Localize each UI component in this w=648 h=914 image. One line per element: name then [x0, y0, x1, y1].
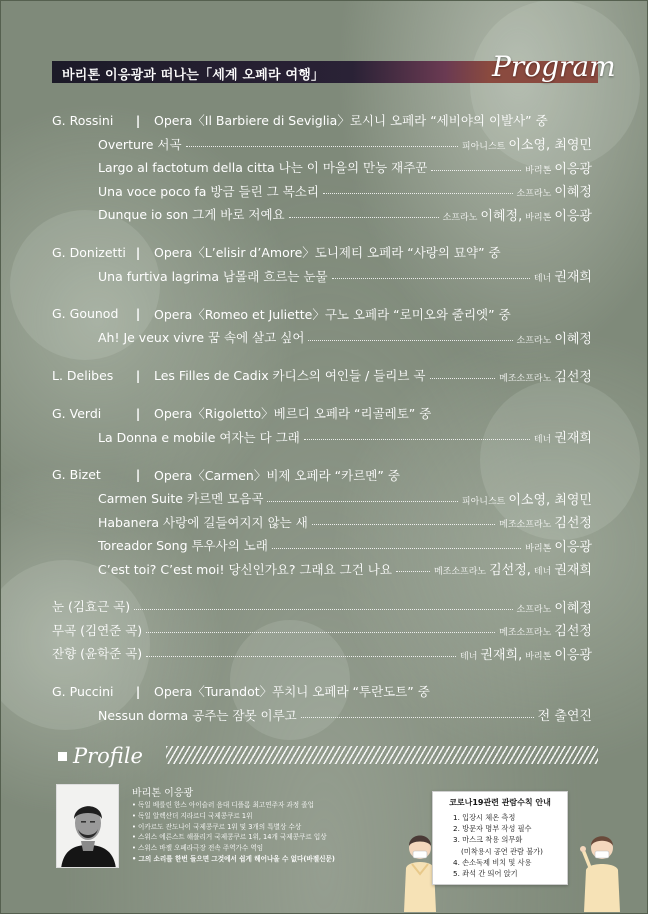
profile-name: 바리톤 이응광 [132, 788, 194, 799]
performer-name: 권재희, [480, 647, 523, 663]
dot-leader [186, 146, 458, 147]
performer-name: 김선정 [554, 516, 592, 532]
performer-role: 소프라노 [516, 189, 552, 200]
performers [517, 597, 592, 616]
performers [517, 328, 592, 347]
composer-row [52, 108, 592, 132]
piece-title: Dunque io son 그게 바로 저예요 [98, 207, 285, 223]
piece-title: Toreador Song 투우사의 노래 [98, 538, 268, 554]
bio-item: • 스위스 바젤 오페라극장 전속 주역가수 역임 [132, 843, 335, 854]
performer-name: 김선정, [489, 563, 531, 579]
dot-leader [272, 548, 521, 549]
performer-name: 이혜정, [480, 208, 523, 224]
program-script-title: Program [492, 50, 616, 83]
spacer [52, 226, 592, 240]
performers [499, 620, 592, 639]
composer-row [52, 401, 592, 425]
separator-bar: | [135, 306, 141, 321]
piece-title: Carmen Suite 카르멘 모음곡 [98, 491, 264, 507]
square-bullet-icon [58, 752, 67, 761]
performer-role: 소프라노 [516, 604, 552, 615]
program-item [52, 703, 592, 727]
piece-title: Overture 서곡 [98, 136, 182, 152]
composer-name: G. Puccini [52, 683, 114, 699]
composer-name: G. Verdi [52, 405, 102, 421]
composer-row [52, 363, 592, 387]
program-item [52, 642, 592, 666]
performer-role: 소프라노 [516, 335, 552, 346]
program-item [52, 534, 592, 558]
opera-title: Opera〈Turandot〉푸치니 오페라 “투란도트” 중 [154, 684, 430, 699]
performers [534, 266, 592, 285]
performer-name: 권재희 [554, 270, 592, 286]
separator-bar: | [135, 683, 141, 699]
performer-name: 권재희 [554, 563, 592, 579]
performer-name: 이혜정 [554, 600, 592, 616]
spacer [52, 387, 592, 401]
bio-item: • 독일 알렉산더 지라르디 국제콩쿠르 1위 [132, 811, 335, 822]
opera-title: Opera〈Il Barbiere di Seviglia〉로시니 오페라 “세비야의 이발사” 중 [154, 113, 548, 128]
composer-row [52, 679, 592, 703]
performer-name: 김선정 [554, 624, 592, 640]
page-title: 바리톤 이응광과 떠나는「세계 오페라 여행」 [62, 68, 325, 83]
dot-leader [301, 717, 534, 718]
performer-name: 이소영, 최영민 [508, 492, 592, 508]
profile-header [58, 744, 143, 768]
separator-bar: | [135, 367, 141, 383]
composer-row [52, 240, 592, 264]
spacer [52, 288, 592, 302]
program-item [148, 363, 592, 387]
composer-name: G. Rossini [52, 112, 114, 128]
performer-name: 이응광 [554, 161, 592, 177]
spacer [52, 449, 592, 463]
piece-title: Ah! Je veux vivre 꿈 속에 살고 싶어 [98, 330, 305, 346]
opera-title: Opera〈Rigoletto〉베르디 오페라 “리골레토” 중 [154, 406, 432, 421]
opera-title: Opera〈Romeo et Juliette〉구노 오페라 “로미오와 줄리엣” 중 [154, 306, 511, 322]
composer-name: G. Donizetti [52, 244, 126, 260]
performer-name: 이응광 [554, 539, 592, 555]
performers [499, 366, 592, 385]
performer-role: 소프라노 [442, 212, 478, 223]
program-item [52, 487, 592, 511]
performer-role: 테너 [460, 651, 478, 662]
separator-bar: | [135, 112, 141, 128]
program-item [52, 326, 592, 350]
dot-leader [323, 193, 513, 194]
composer-row [52, 463, 592, 487]
performers [434, 559, 592, 578]
bio-item: • 스위스 에른스트 해플리거 국제콩쿠르 1위, 14개 국제콩쿠르 입상 [132, 832, 335, 843]
baritone-portrait [56, 784, 119, 868]
profile-stripes [166, 746, 598, 764]
performers [462, 134, 592, 153]
performer-name: 이혜정 [554, 331, 592, 347]
dot-leader [430, 378, 496, 379]
performer-name: 이응광 [554, 208, 592, 224]
performer-role: 메조소프라노 [499, 520, 552, 531]
bio-item: • 독일 베를린 한스 아이슬러 음대 디플롬 최고연주자 과정 졸업 [132, 800, 335, 811]
program-item [52, 264, 592, 288]
performer-role: 바리톤 [525, 165, 552, 176]
dot-leader [146, 632, 495, 633]
program-item [52, 156, 592, 180]
program-item [52, 203, 592, 227]
performer-role: 바리톤 [525, 543, 552, 554]
dot-leader [267, 501, 458, 502]
piece-title: Una furtiva lagrima 남몰래 흐르는 눈물 [98, 268, 328, 284]
program-item [52, 557, 592, 581]
program-item [52, 425, 592, 449]
spacer [52, 665, 592, 679]
performers [525, 536, 592, 555]
performer-role: 테너 [533, 435, 552, 446]
program-item [52, 595, 592, 619]
performer-role: 테너 [533, 274, 552, 285]
piece-title: Nessun dorma 공주는 잠못 이루고 [98, 707, 297, 723]
performer-role: 메조소프라노 [499, 373, 552, 384]
notice-item: 5. 좌석 간 띄어 앉기 [453, 869, 518, 879]
piece-title: Largo al factotum della citta 나는 이 마을의 만능 재주꾼 [98, 160, 428, 176]
piece-title: 눈 (김효근 곡) [52, 599, 131, 615]
program-item [52, 618, 592, 642]
performer-name: 권재희 [554, 431, 592, 447]
notice-item: (미착용시 공연 관람 불가) [461, 846, 543, 856]
performer-name: 이소영, 최영민 [508, 138, 592, 154]
performers [499, 512, 592, 531]
person-right-illustration [578, 812, 626, 912]
composer-row [52, 302, 592, 326]
bio-item: • 이카르도 잔도나이 국제콩쿠르 1위 및 3개의 특별상 수상 [132, 822, 335, 833]
piece-title: La Donna e mobile 여자는 다 그래 [98, 429, 300, 445]
separator-bar: | [135, 244, 141, 260]
dot-leader [332, 278, 530, 279]
opera-title: Opera〈Carmen〉비제 오페라 “카르멘” 중 [154, 467, 400, 483]
notice-item: 2. 방문자 명부 작성 필수 [453, 824, 532, 834]
dot-leader [431, 170, 521, 171]
piece-title: C’est toi? C’est moi! 당신인가요? 그래요 그건 나요 [98, 561, 392, 577]
dot-leader [289, 217, 439, 218]
dot-leader [134, 609, 512, 610]
spacer [52, 581, 592, 595]
performer-role: 바리톤 [525, 651, 552, 662]
piece-title: 무곡 (김연준 곡) [52, 622, 143, 638]
dot-leader [308, 340, 512, 341]
performers [517, 181, 592, 200]
notice-title: 코로나19관련 관람수칙 안내 [449, 798, 551, 807]
bio-list [132, 800, 335, 865]
performer-role: 메조소프라노 [499, 628, 552, 639]
notice-item: 3. 마스크 착용 의무화 [453, 835, 523, 845]
dot-leader [396, 571, 430, 572]
separator-bar: | [135, 467, 141, 482]
performer-role: 피아니스트 [461, 142, 506, 153]
composer-name: L. Delibes [52, 367, 114, 383]
notice-item: 4. 손소독제 비치 및 사용 [453, 857, 532, 867]
notice-item: 1. 입장시 체온 측정 [453, 813, 516, 822]
performer-role: 테너 [533, 567, 552, 578]
program-item [52, 132, 592, 156]
piece-title: Una voce poco fa 방금 들린 그 목소리 [98, 183, 319, 199]
performer-name: 이응광 [554, 647, 592, 663]
performer-role: 메조소프라노 [433, 567, 487, 578]
piece-title: Les Filles de Cadix 카디스의 여인들 / 들리브 곡 [154, 368, 426, 383]
covid-notice-card [432, 791, 568, 885]
performer-name: 전 출연진 [537, 709, 592, 725]
performers [525, 158, 592, 177]
piece-title: Habanera 사랑에 길들여지지 않는 새 [98, 514, 308, 530]
spacer [52, 349, 592, 363]
notice-list [453, 812, 543, 879]
composer-name: G. Gounod [52, 306, 119, 321]
dot-leader [146, 656, 456, 657]
profile-title: Profile [73, 744, 143, 768]
piece-title: 잔향 (윤학준 곡) [52, 646, 143, 662]
performers [538, 705, 592, 724]
program-item [52, 179, 592, 203]
performer-role: 피아니스트 [461, 496, 506, 507]
bio-quote: • 그의 소리를 한번 들으면 그것에서 쉽게 헤어나올 수 없다(바젤신문) [132, 854, 335, 865]
separator-bar: | [135, 405, 141, 421]
composer-name: G. Bizet [52, 467, 101, 482]
performer-role: 바리톤 [525, 212, 552, 223]
performers [534, 427, 592, 446]
performers [462, 489, 592, 508]
performers [443, 205, 592, 224]
program-item [52, 510, 592, 534]
performers [460, 644, 592, 663]
opera-title: Opera〈L’elisir d’Amore〉도니제티 오페라 “사랑의 묘약” 중 [154, 245, 501, 260]
performer-name: 이혜정 [554, 185, 592, 201]
performer-name: 김선정 [554, 369, 592, 385]
dot-leader [312, 524, 495, 525]
dot-leader [304, 439, 530, 440]
program-list [52, 108, 592, 727]
